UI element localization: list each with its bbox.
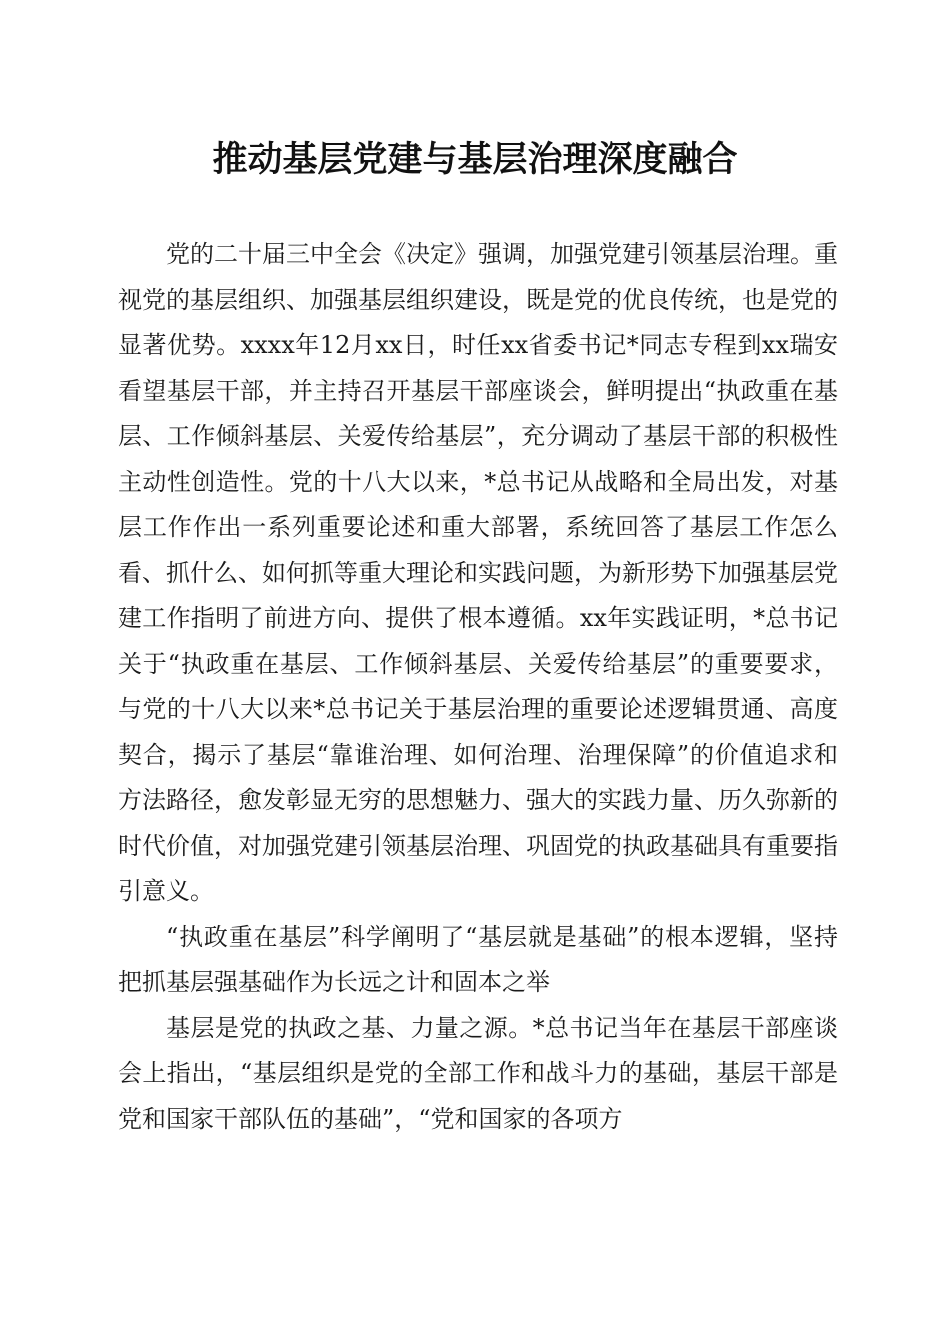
document-title: 推动基层党建与基层治理深度融合 [212,139,738,180]
paragraph-body: 基层是党的执政之基、力量之源。*总书记当年在基层干部座谈会上指出，“基层组织是党的全部工作和战斗力的基础，基层干部是党和国家干部队伍的基础”，“党和国家的各项方 [118,1013,838,1133]
document-body [118,232,838,1142]
paragraph-intro: 党的二十届三中全会《决定》强调，加强党建引领基层治理。重视党的基层组织、加强基层组织建设，既是党的优良传统，也是党的显著优势。xxxx年12月xx日，时任xx省委书记*同志专程到xx瑞安看望基层干部，并主持召开基层干部座谈会，鲜明提出“执政重在基层、工作倾斜基层、关爱传给基层”，充分调动了基层干部的积极性主动性创造性。党的十八大以来，*总书记从战略和全局出发，对基层工作作出一系列重要论述和重大部署，系统回答了基层工作怎么看、抓什么、如何抓等重大理论和实践问题，为新形势下加强基层党建工作指明了前进方向、提供了根本遵循。xx年实践证明，*总书记关于“执政重在基层、工作倾斜基层、关爱传给基层”的重要要求，与党的十八大以来*总书记关于基层治理的重要论述逻辑贯通、高度契合，揭示了基层“靠谁治理、如何治理、治理保障”的价值追求和方法路径，愈发彰显无穷的思想魅力、强大的实践力量、历久弥新的时代价值，对加强党建引领基层治理、巩固党的执政基础具有重要指引意义。 [118,240,838,905]
paragraph-section-heading: “执政重在基层”科学阐明了“基层就是基础”的根本逻辑，坚持把抓基层强基础作为长远之计和固本之举 [118,922,838,996]
